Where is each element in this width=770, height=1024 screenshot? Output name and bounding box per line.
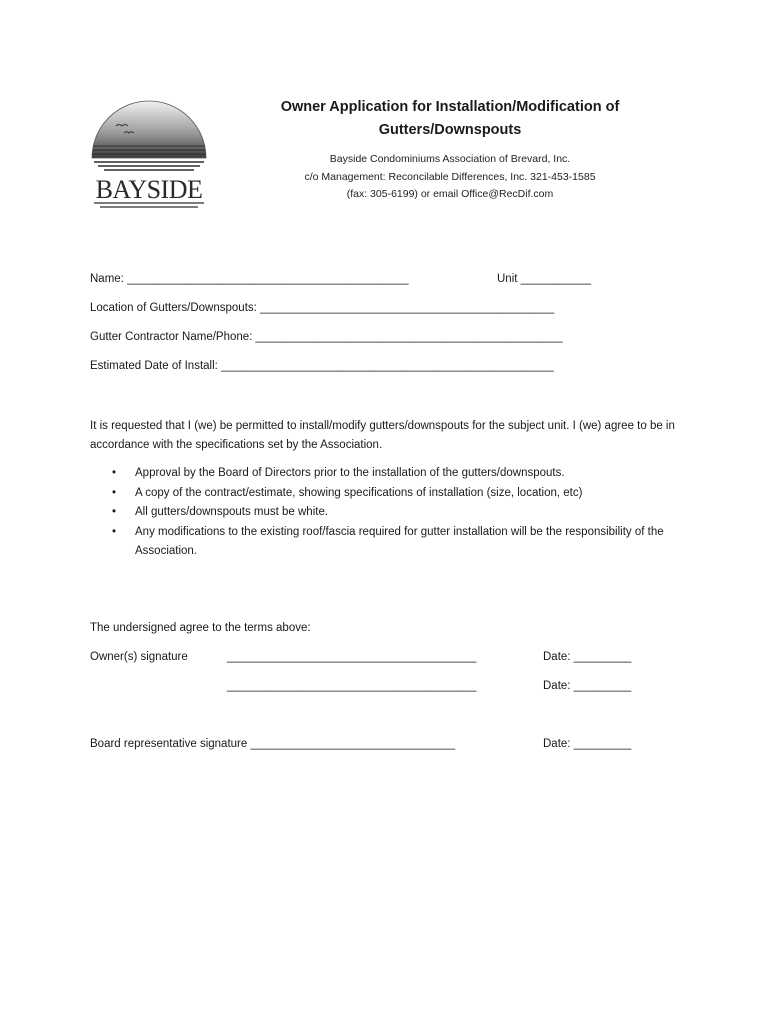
board-date[interactable]: Date: _________ — [543, 738, 632, 750]
list-item — [90, 523, 690, 562]
list-item — [90, 464, 690, 484]
bayside-sun-logo-icon — [86, 100, 212, 212]
requirement-text: A copy of the contract/estimate, showing specifications of installation (size, location, etc) — [135, 486, 583, 499]
contact-block — [236, 151, 664, 204]
title-line-2: Gutters/Downspouts — [378, 122, 522, 138]
bullet-icon: • — [112, 506, 117, 518]
install-date-field[interactable]: Estimated Date of Install: ____________________________________________________ — [90, 360, 554, 372]
owner-signature-label: Owner(s) signature — [90, 651, 188, 663]
unit-field[interactable]: Unit ___________ — [497, 273, 591, 285]
owner-date-1[interactable]: Date: _________ — [543, 651, 632, 663]
agree-text: The undersigned agree to the terms above: — [90, 622, 311, 634]
bayside-logo — [86, 100, 212, 212]
contractor-field[interactable]: Gutter Contractor Name/Phone: ________________________________________________ — [90, 331, 563, 343]
bullet-icon: • — [112, 486, 117, 499]
owner-signature-line-1[interactable]: _______________________________________ — [227, 651, 477, 663]
requirement-text: All gutters/downspouts must be white. — [135, 506, 329, 518]
board-signature-field[interactable]: Board representative signature ________________________________ — [90, 738, 456, 750]
requirement-text: Any modifications to the existing roof/fascia required for gutter installation will be the responsibility of the Association. — [135, 525, 664, 557]
requirement-text: Approval by the Board of Directors prior to the installation of the gutters/downspouts. — [135, 467, 565, 479]
owner-signature-line-2[interactable]: _______________________________________ — [227, 680, 477, 692]
list-item — [90, 484, 690, 504]
fax-email-info: (fax: 305-6199) or email Office@RecDif.com — [346, 188, 554, 200]
location-field[interactable]: Location of Gutters/Downspouts: ______________________________________________ — [90, 302, 555, 314]
association-name: Bayside Condominiums Association of Brevard, Inc. — [329, 153, 571, 165]
owner-date-2[interactable]: Date: _________ — [543, 680, 632, 692]
document-title — [236, 96, 664, 142]
request-paragraph: It is requested that I (we) be permitted to install/modify gutters/downspouts for the subject unit. I (we) agree to be in accordance with the specifications set by the Association. — [90, 420, 675, 451]
bullet-icon: • — [112, 467, 117, 479]
logo-text: BAYSIDE — [95, 175, 203, 204]
name-field[interactable]: Name: ____________________________________________ — [90, 273, 409, 285]
management-info: c/o Management: Reconcilable Differences, Inc. 321-453-1585 — [304, 170, 596, 183]
requirements-list — [90, 464, 690, 562]
title-line-1: Owner Application for Installation/Modification of — [280, 99, 620, 115]
list-item — [90, 503, 690, 523]
bullet-icon: • — [112, 525, 117, 538]
